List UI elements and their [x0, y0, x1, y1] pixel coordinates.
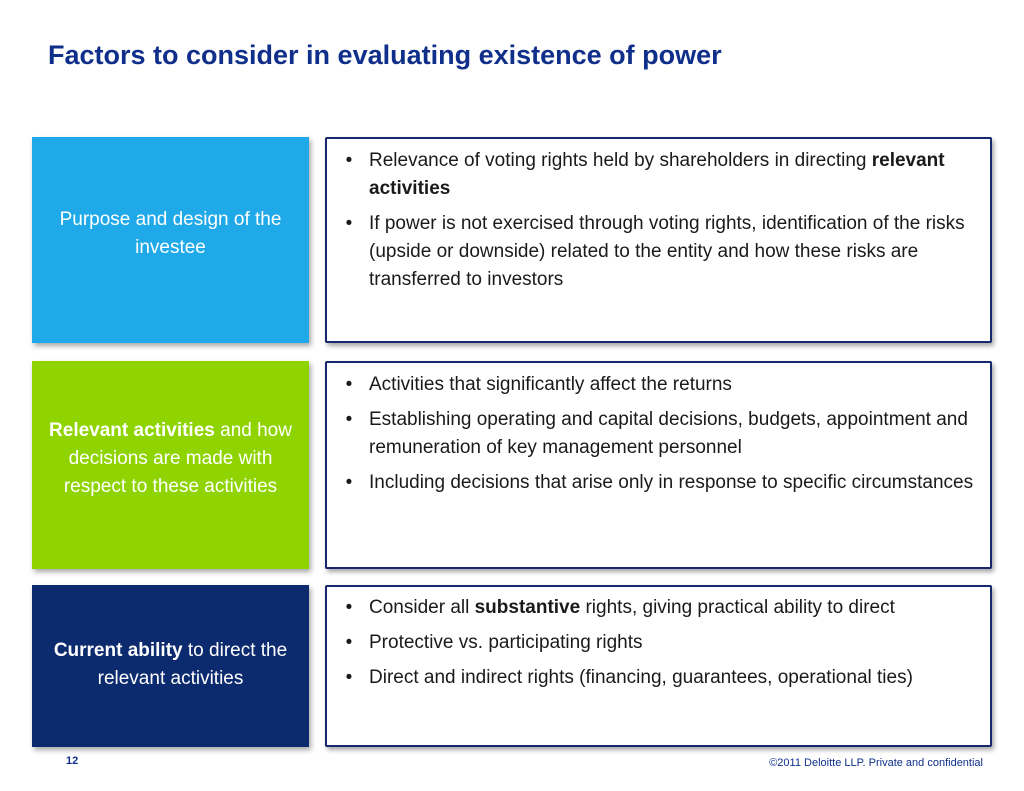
- item-text: Activities that significantly affect the returns: [369, 374, 732, 395]
- item-text: Protective vs. participating rights: [369, 632, 643, 653]
- factor-label-emphasis: Relevant activities: [49, 420, 215, 441]
- bullet-icon: •: [345, 632, 353, 653]
- bullet-icon: •: [345, 597, 353, 618]
- list-item: [339, 147, 980, 203]
- item-text: Establishing operating and capital decisions, budgets, appointment and remuneration of key management personnel: [369, 409, 968, 458]
- list-item: [339, 371, 980, 399]
- item-text: If power is not exercised through voting rights, identification of the risks (upside or downside) related to the entity and how these risks are transferred to investors: [369, 213, 965, 290]
- factor-details-purpose: [325, 137, 992, 343]
- list-item: [339, 594, 980, 622]
- copyright-footer: ©2011 Deloitte LLP. Private and confidential: [769, 757, 983, 769]
- bullet-icon: •: [345, 409, 353, 430]
- factor-label-purpose: [32, 137, 309, 343]
- page-number: 12: [66, 755, 79, 767]
- item-emphasis: relevant activities: [369, 150, 945, 199]
- bullet-icon: •: [345, 150, 353, 171]
- list-item: [339, 629, 980, 657]
- item-text: Relevance of voting rights held by shareholders in directing: [369, 150, 872, 171]
- factor-label-emphasis: Current ability: [53, 640, 183, 661]
- factor-label-text: to direct the relevant activities: [97, 640, 288, 689]
- item-text: Including decisions that arise only in response to specific circumstances: [369, 472, 974, 493]
- slide-title: Factors to consider in evaluating existence of power: [48, 40, 722, 70]
- bullet-icon: •: [345, 213, 353, 234]
- factor-details-relevant-activities: [325, 361, 992, 569]
- bullet-icon: •: [345, 667, 353, 688]
- factor-details-current-ability: [325, 585, 992, 747]
- bullet-list: [339, 371, 980, 497]
- item-text: Consider all: [369, 597, 475, 618]
- bullet-icon: •: [345, 374, 353, 395]
- bullet-icon: •: [345, 472, 353, 493]
- factor-label-current-ability: [32, 585, 309, 747]
- factor-label-text: and how decisions are made with respect to these activities: [63, 420, 292, 497]
- bullet-list: [339, 594, 980, 692]
- list-item: [339, 406, 980, 462]
- item-text-tail: rights, giving practical ability to direct: [580, 597, 895, 618]
- factor-label-relevant-activities: [32, 361, 309, 569]
- item-emphasis: substantive: [474, 597, 581, 618]
- list-item: [339, 664, 980, 692]
- factor-label-text: Purpose and design of the investee: [59, 209, 282, 258]
- bullet-list: [339, 147, 980, 294]
- list-item: [339, 210, 980, 294]
- list-item: [339, 469, 980, 497]
- item-text: Direct and indirect rights (financing, guarantees, operational ties): [369, 667, 913, 688]
